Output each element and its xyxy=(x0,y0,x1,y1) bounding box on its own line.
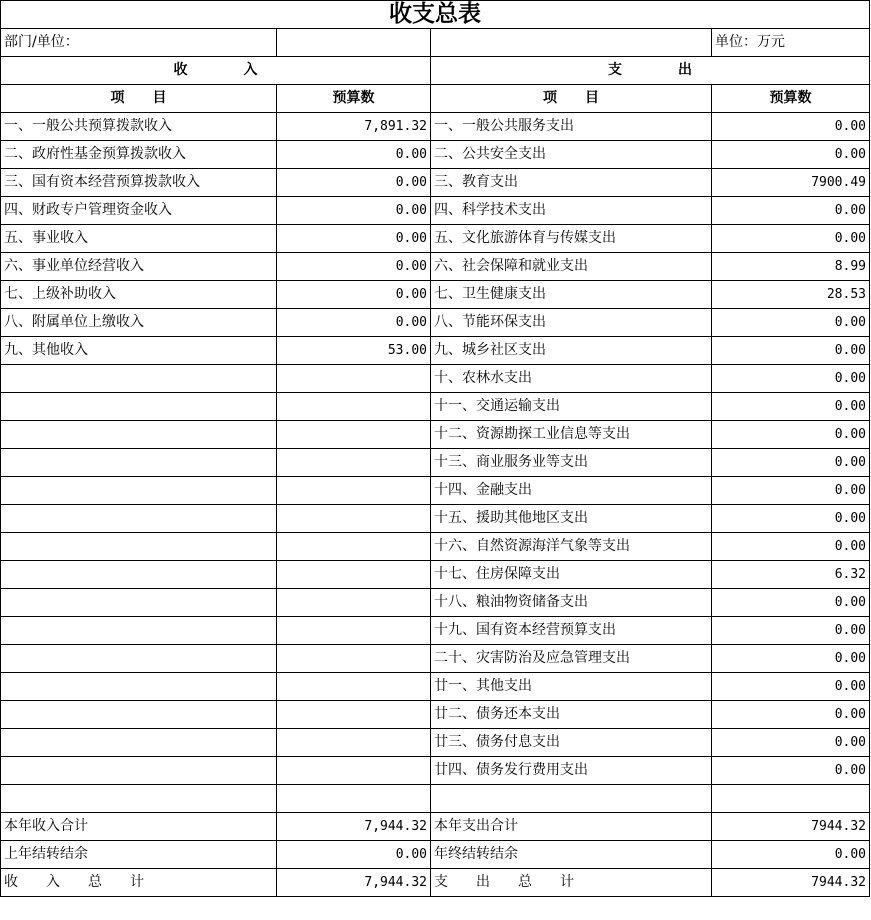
income-item-cell xyxy=(1,589,277,617)
table-row xyxy=(1,729,870,757)
expense-value-cell: 0.00 xyxy=(712,505,870,533)
expense-value-cell: 8.99 xyxy=(712,253,870,281)
total-income-value: 7,944.32 xyxy=(277,869,431,897)
income-value-cell: 0.00 xyxy=(277,253,431,281)
total-expense-item: 本年支出合计 xyxy=(431,813,712,841)
income-value-cell: 0.00 xyxy=(277,169,431,197)
expense-item-cell: 廿三、债务付息支出 xyxy=(431,729,712,757)
income-value-cell xyxy=(277,729,431,757)
total-row xyxy=(1,813,870,841)
expense-item-cell: 六、社会保障和就业支出 xyxy=(431,253,712,281)
expense-section-header: 支 出 xyxy=(431,57,870,85)
expense-item-cell: 十三、商业服务业等支出 xyxy=(431,449,712,477)
table-row xyxy=(1,309,870,337)
expense-item-cell: 一、一般公共服务支出 xyxy=(431,113,712,141)
expense-item-cell: 十一、交通运输支出 xyxy=(431,393,712,421)
income-item-cell xyxy=(1,645,277,673)
expense-item-cell: 十四、金融支出 xyxy=(431,477,712,505)
expense-value-cell: 0.00 xyxy=(712,729,870,757)
expense-item-cell: 二十、灾害防治及应急管理支出 xyxy=(431,645,712,673)
income-value-cell xyxy=(277,757,431,785)
total-income-value: 0.00 xyxy=(277,841,431,869)
income-value-cell xyxy=(277,617,431,645)
expense-item-cell: 廿一、其他支出 xyxy=(431,673,712,701)
section-row xyxy=(1,57,870,85)
expense-value-cell: 0.00 xyxy=(712,757,870,785)
income-item-cell xyxy=(1,421,277,449)
table-row xyxy=(1,281,870,309)
expense-value-cell: 0.00 xyxy=(712,141,870,169)
expense-value-cell: 0.00 xyxy=(712,673,870,701)
expense-item-cell: 十七、住房保障支出 xyxy=(431,561,712,589)
total-expense-item: 支 出 总 计 xyxy=(431,869,712,897)
table-row xyxy=(1,561,870,589)
expense-budget-header: 预算数 xyxy=(712,85,870,113)
expense-item-cell: 十五、援助其他地区支出 xyxy=(431,505,712,533)
blank-cell xyxy=(431,785,712,813)
table-row xyxy=(1,645,870,673)
income-value-cell xyxy=(277,645,431,673)
income-value-cell: 0.00 xyxy=(277,309,431,337)
expense-item-cell: 四、科学技术支出 xyxy=(431,197,712,225)
income-value-cell xyxy=(277,589,431,617)
table-row xyxy=(1,141,870,169)
total-income-item: 本年收入合计 xyxy=(1,813,277,841)
income-value-cell: 53.00 xyxy=(277,337,431,365)
table-row xyxy=(1,757,870,785)
income-item-cell: 九、其他收入 xyxy=(1,337,277,365)
income-item-cell xyxy=(1,449,277,477)
income-value-cell: 0.00 xyxy=(277,141,431,169)
table-row xyxy=(1,393,870,421)
expense-item-cell: 八、节能环保支出 xyxy=(431,309,712,337)
income-section-header: 收 入 xyxy=(1,57,431,85)
income-item-cell: 七、上级补助收入 xyxy=(1,281,277,309)
total-expense-value: 0.00 xyxy=(712,841,870,869)
expense-value-cell: 0.00 xyxy=(712,617,870,645)
expense-item-cell: 七、卫生健康支出 xyxy=(431,281,712,309)
income-item-cell xyxy=(1,729,277,757)
income-item-cell xyxy=(1,757,277,785)
expense-item-cell: 廿二、债务还本支出 xyxy=(431,701,712,729)
table-row xyxy=(1,197,870,225)
income-item-cell xyxy=(1,673,277,701)
total-income-item: 收 入 总 计 xyxy=(1,869,277,897)
income-item-cell: 三、国有资本经营预算拨款收入 xyxy=(1,169,277,197)
income-item-cell xyxy=(1,701,277,729)
total-expense-value: 7944.32 xyxy=(712,869,870,897)
expense-value-cell: 0.00 xyxy=(712,449,870,477)
blank-row xyxy=(1,785,870,813)
meta-blank-cell xyxy=(431,29,712,57)
income-value-cell: 0.00 xyxy=(277,197,431,225)
expense-value-cell: 0.00 xyxy=(712,197,870,225)
total-income-value: 7,944.32 xyxy=(277,813,431,841)
blank-cell xyxy=(712,785,870,813)
table-row xyxy=(1,701,870,729)
table-row xyxy=(1,533,870,561)
expense-value-cell: 28.53 xyxy=(712,281,870,309)
income-item-header: 项 目 xyxy=(1,85,277,113)
income-item-cell xyxy=(1,477,277,505)
column-header-row xyxy=(1,85,870,113)
income-value-cell xyxy=(277,393,431,421)
total-expense-value: 7944.32 xyxy=(712,813,870,841)
income-item-cell xyxy=(1,393,277,421)
expense-item-cell: 十二、资源勘探工业信息等支出 xyxy=(431,421,712,449)
expense-item-cell: 十、农林水支出 xyxy=(431,365,712,393)
expense-item-cell: 廿四、债务发行费用支出 xyxy=(431,757,712,785)
income-item-cell xyxy=(1,561,277,589)
income-value-cell xyxy=(277,673,431,701)
expense-value-cell: 0.00 xyxy=(712,533,870,561)
expense-item-cell: 九、城乡社区支出 xyxy=(431,337,712,365)
income-item-cell xyxy=(1,533,277,561)
income-value-cell xyxy=(277,701,431,729)
expense-item-cell: 二、公共安全支出 xyxy=(431,141,712,169)
dept-value-cell xyxy=(277,29,431,57)
income-value-cell: 7,891.32 xyxy=(277,113,431,141)
table-row xyxy=(1,449,870,477)
income-value-cell xyxy=(277,365,431,393)
expense-item-cell: 十八、粮油物资储备支出 xyxy=(431,589,712,617)
expense-item-cell: 三、教育支出 xyxy=(431,169,712,197)
unit-label: 单位：万元 xyxy=(712,29,870,57)
income-value-cell: 0.00 xyxy=(277,225,431,253)
meta-row xyxy=(1,29,870,57)
expense-value-cell: 0.00 xyxy=(712,225,870,253)
income-item-cell xyxy=(1,365,277,393)
page-title: 收支总表 xyxy=(1,1,870,29)
expense-value-cell: 0.00 xyxy=(712,393,870,421)
expense-value-cell: 0.00 xyxy=(712,477,870,505)
table-row xyxy=(1,505,870,533)
total-row xyxy=(1,841,870,869)
income-item-cell xyxy=(1,617,277,645)
income-item-cell: 一、一般公共预算拨款收入 xyxy=(1,113,277,141)
total-expense-item: 年终结转结余 xyxy=(431,841,712,869)
expense-value-cell: 0.00 xyxy=(712,421,870,449)
dept-label: 部门/单位： xyxy=(1,29,277,57)
income-item-cell: 五、事业收入 xyxy=(1,225,277,253)
income-item-cell: 六、事业单位经营收入 xyxy=(1,253,277,281)
income-value-cell xyxy=(277,449,431,477)
expense-item-header: 项 目 xyxy=(431,85,712,113)
table-row xyxy=(1,477,870,505)
income-item-cell xyxy=(1,505,277,533)
income-value-cell xyxy=(277,477,431,505)
expense-value-cell: 0.00 xyxy=(712,309,870,337)
table-row xyxy=(1,225,870,253)
expense-value-cell: 0.00 xyxy=(712,337,870,365)
income-value-cell xyxy=(277,533,431,561)
expense-item-cell: 十九、国有资本经营预算支出 xyxy=(431,617,712,645)
expense-value-cell: 7900.49 xyxy=(712,169,870,197)
expense-item-cell: 五、文化旅游体育与传媒支出 xyxy=(431,225,712,253)
expense-value-cell: 0.00 xyxy=(712,589,870,617)
expense-value-cell: 0.00 xyxy=(712,701,870,729)
income-value-cell xyxy=(277,421,431,449)
income-item-cell: 四、财政专户管理资金收入 xyxy=(1,197,277,225)
expense-value-cell: 0.00 xyxy=(712,113,870,141)
table-row xyxy=(1,253,870,281)
income-value-cell xyxy=(277,561,431,589)
table-row xyxy=(1,365,870,393)
table-row xyxy=(1,113,870,141)
blank-cell xyxy=(277,785,431,813)
table-row xyxy=(1,337,870,365)
income-value-cell xyxy=(277,505,431,533)
income-item-cell: 八、附属单位上缴收入 xyxy=(1,309,277,337)
blank-cell xyxy=(1,785,277,813)
title-row xyxy=(1,1,870,29)
income-item-cell: 二、政府性基金预算拨款收入 xyxy=(1,141,277,169)
expense-value-cell: 0.00 xyxy=(712,645,870,673)
total-row xyxy=(1,869,870,897)
table-row xyxy=(1,617,870,645)
expense-value-cell: 6.32 xyxy=(712,561,870,589)
expense-item-cell: 十六、自然资源海洋气象等支出 xyxy=(431,533,712,561)
total-income-item: 上年结转结余 xyxy=(1,841,277,869)
table-row xyxy=(1,589,870,617)
income-budget-header: 预算数 xyxy=(277,85,431,113)
table-row xyxy=(1,673,870,701)
table-row xyxy=(1,169,870,197)
income-value-cell: 0.00 xyxy=(277,281,431,309)
expense-value-cell: 0.00 xyxy=(712,365,870,393)
table-row xyxy=(1,421,870,449)
